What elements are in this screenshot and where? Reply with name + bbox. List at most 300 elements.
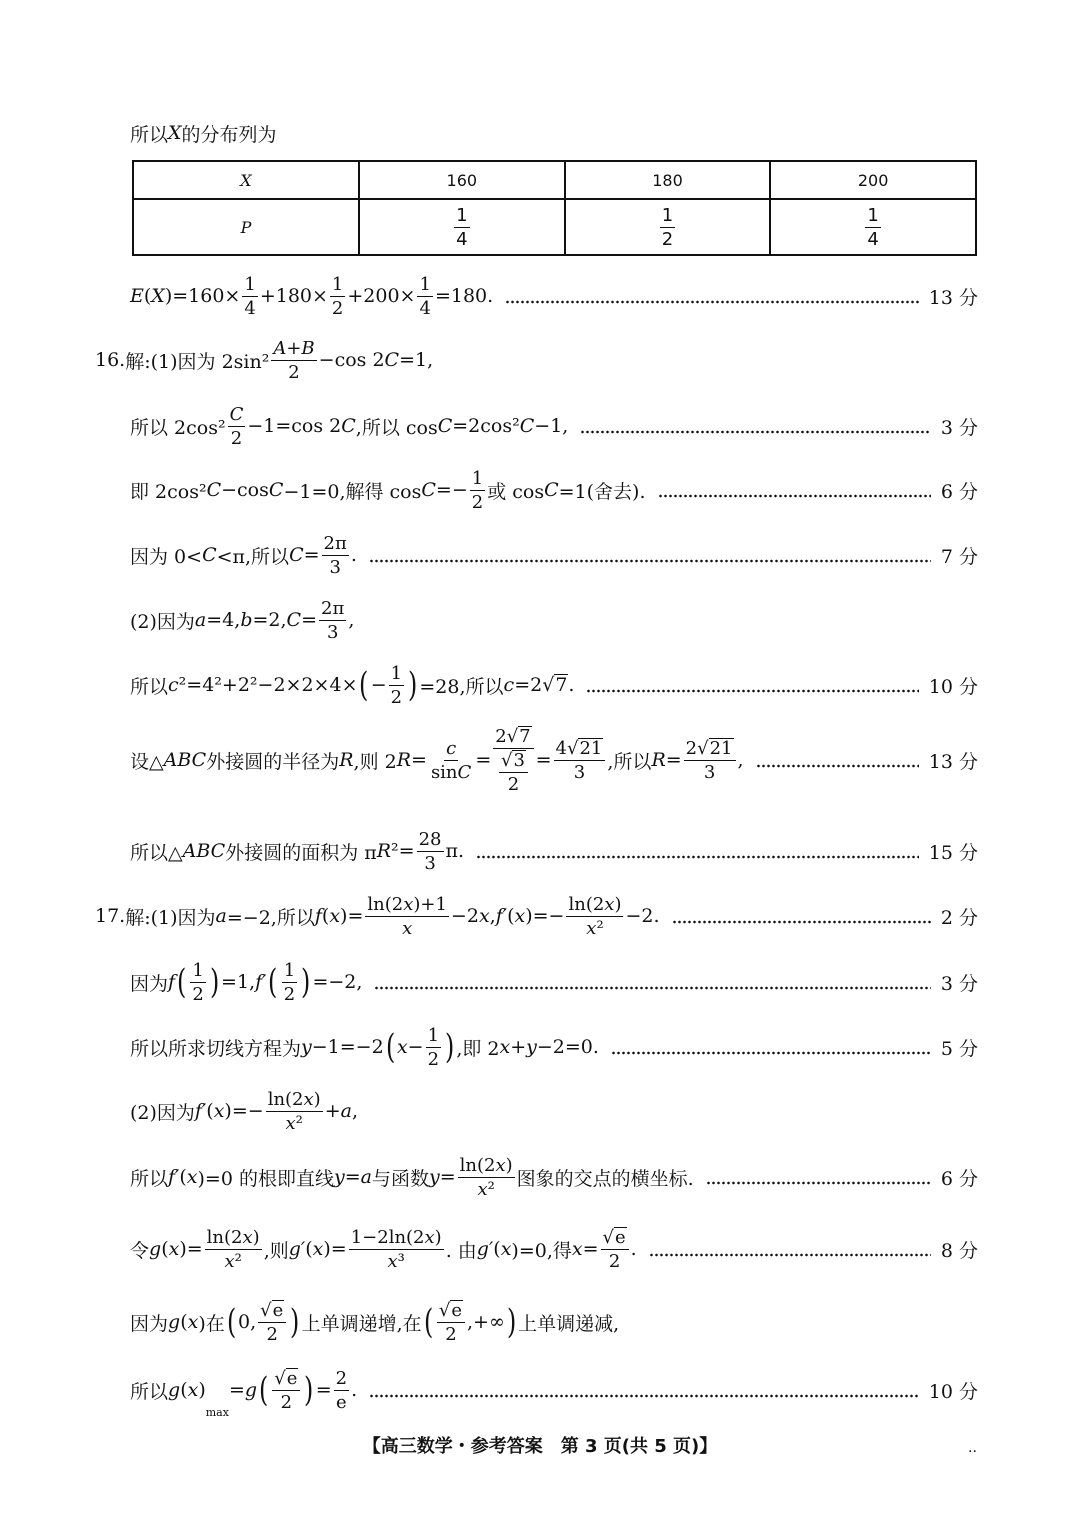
math-variable: x bbox=[303, 1088, 314, 1110]
dot-leader bbox=[580, 430, 931, 434]
fraction bbox=[554, 738, 606, 783]
math-text: =2cos² bbox=[452, 415, 520, 437]
math-text: . bbox=[350, 544, 357, 566]
line-content bbox=[130, 829, 464, 874]
math-variable: f′ bbox=[495, 905, 508, 927]
numerator bbox=[190, 960, 205, 983]
denominator bbox=[429, 761, 473, 783]
math-text: 1 bbox=[331, 273, 344, 295]
math-text: 2 bbox=[507, 773, 520, 795]
numerator bbox=[493, 726, 533, 749]
math-text: = bbox=[301, 609, 318, 631]
math-text: 1 bbox=[283, 959, 296, 981]
problem-number: 16. bbox=[95, 349, 126, 371]
denominator: 4 bbox=[867, 228, 879, 250]
square-root bbox=[274, 1368, 298, 1389]
numerator bbox=[330, 274, 345, 297]
math-text: 1 bbox=[192, 959, 204, 981]
fraction bbox=[426, 1025, 441, 1070]
math-text: ,所以 bbox=[607, 750, 652, 773]
math-variable: R bbox=[396, 749, 412, 771]
numerator: 1 bbox=[661, 204, 674, 226]
math-text: 2 bbox=[427, 1048, 440, 1070]
denominator bbox=[495, 749, 532, 795]
math-variable: x bbox=[213, 1100, 225, 1122]
math-variable: x bbox=[604, 893, 615, 915]
fraction bbox=[470, 468, 485, 513]
fraction bbox=[417, 274, 432, 319]
score-label: 6 分 bbox=[940, 480, 978, 503]
radical-sign-icon: √ bbox=[438, 1299, 451, 1321]
math-variable: x bbox=[477, 1178, 488, 1200]
line-content bbox=[130, 404, 568, 449]
numerator bbox=[349, 1227, 444, 1250]
math-text: 4 bbox=[244, 297, 256, 319]
dot-leader bbox=[476, 855, 919, 859]
math-text: = bbox=[344, 1166, 361, 1188]
math-text: ²=4²+2²−2×2×4× bbox=[178, 674, 358, 696]
numerator: 1 bbox=[867, 204, 879, 226]
square-root bbox=[542, 674, 568, 696]
denominator bbox=[282, 983, 297, 1005]
math-variable: R bbox=[376, 840, 392, 862]
problem-number: 17. bbox=[95, 905, 126, 927]
math-text: e bbox=[336, 1391, 347, 1413]
numerator bbox=[334, 1368, 349, 1391]
math-text: 2 bbox=[288, 361, 300, 383]
math-text: 4 bbox=[419, 297, 431, 319]
math-text: )=0,得 bbox=[511, 1239, 572, 1262]
math-text: )= bbox=[179, 1238, 203, 1260]
square-root bbox=[697, 738, 733, 759]
parenthesis: ( bbox=[385, 1027, 395, 1067]
math-text: ,+∞ bbox=[467, 1311, 505, 1333]
math-variable: x bbox=[495, 1154, 506, 1176]
math-text: 2π bbox=[321, 597, 345, 619]
score-label: 6 分 bbox=[940, 1167, 978, 1190]
math-text: =1(舍去). bbox=[558, 480, 646, 503]
math-text: 所以 bbox=[130, 675, 169, 698]
math-text: −1=−2 bbox=[311, 1036, 384, 1058]
math-text: =2 bbox=[514, 674, 543, 696]
denominator bbox=[470, 491, 485, 513]
math-variable: x bbox=[312, 1238, 324, 1260]
math-variable: y bbox=[301, 1036, 312, 1058]
math-text: . 由 bbox=[445, 1239, 477, 1262]
dot-leader bbox=[369, 559, 931, 563]
denominator bbox=[400, 917, 414, 939]
math-text: 所以 bbox=[130, 1167, 169, 1190]
numerator bbox=[242, 274, 257, 297]
probability-cell bbox=[359, 199, 565, 255]
radical-sign-icon: √ bbox=[500, 749, 513, 771]
parenthesis: ( bbox=[226, 1302, 237, 1342]
parenthesis: ) bbox=[445, 1027, 455, 1067]
math-text: = bbox=[411, 749, 427, 771]
math-text: ) bbox=[614, 893, 622, 915]
math-text: −1=cos 2 bbox=[247, 415, 342, 437]
math-variable: g bbox=[244, 1379, 258, 1401]
math-variable: g bbox=[168, 1311, 181, 1333]
math-variable: a bbox=[194, 609, 207, 631]
math-text: )=160× bbox=[164, 285, 241, 307]
radicand: e bbox=[615, 1226, 626, 1248]
math-text: ln(2 bbox=[459, 1154, 496, 1176]
dot-leader bbox=[672, 920, 931, 924]
math-variable: g′ bbox=[288, 1238, 306, 1260]
math-variable: x bbox=[514, 905, 526, 927]
fraction bbox=[437, 1300, 465, 1345]
square-root bbox=[507, 726, 532, 747]
parenthesis: ( bbox=[259, 1370, 269, 1410]
math-text: 所以 bbox=[130, 123, 169, 146]
corner-mark: .. bbox=[968, 1440, 977, 1456]
numerator bbox=[566, 894, 623, 917]
math-variable: x bbox=[187, 1379, 199, 1401]
math-text: ( bbox=[206, 1100, 214, 1122]
radical-sign-icon: √ bbox=[697, 737, 709, 759]
math-variable: a bbox=[340, 1100, 352, 1122]
math-text: 设△ bbox=[130, 750, 164, 773]
fraction bbox=[334, 1368, 349, 1413]
denominator bbox=[426, 1048, 441, 1070]
math-text: ) bbox=[505, 1154, 513, 1176]
math-text: 1−2ln(2 bbox=[350, 1226, 425, 1248]
score-label: 5 分 bbox=[940, 1037, 978, 1060]
math-text: 2 bbox=[335, 1367, 348, 1389]
math-text: 1 bbox=[471, 467, 484, 489]
numerator bbox=[258, 1300, 286, 1323]
math-text: ( bbox=[493, 1238, 501, 1260]
math-text: 所以所求切线方程为 bbox=[130, 1037, 302, 1060]
square-root bbox=[260, 1300, 284, 1321]
math-variable: C bbox=[384, 349, 400, 371]
math-variable: y bbox=[333, 1166, 345, 1188]
numerator bbox=[458, 1155, 515, 1178]
math-text: , bbox=[348, 609, 355, 631]
math-text: =4, bbox=[206, 609, 241, 631]
score-label: 2 分 bbox=[940, 906, 978, 929]
dot-leader bbox=[706, 1181, 931, 1185]
math-variable: y bbox=[526, 1036, 537, 1058]
math-variable: x bbox=[478, 905, 490, 927]
square-root bbox=[501, 750, 526, 771]
dot-leader bbox=[658, 494, 931, 498]
math-text: = bbox=[475, 749, 492, 771]
fraction bbox=[417, 829, 444, 874]
math-text: sin bbox=[430, 761, 458, 783]
math-variable: g bbox=[168, 1379, 181, 1401]
denominator bbox=[190, 983, 205, 1005]
radicand: e bbox=[272, 1299, 284, 1321]
math-variable: x bbox=[285, 1112, 296, 1134]
math-text: = bbox=[303, 544, 320, 566]
radical-sign-icon: √ bbox=[567, 737, 579, 759]
radical-sign-icon: √ bbox=[274, 1367, 286, 1389]
math-variable: c bbox=[168, 674, 179, 696]
math-variable: X bbox=[151, 285, 165, 307]
math-variable: C bbox=[457, 761, 472, 783]
math-text: 上单调递增,在 bbox=[301, 1312, 422, 1335]
denominator bbox=[325, 621, 340, 643]
math-text: 2 bbox=[445, 1323, 457, 1345]
math-variable: C bbox=[544, 479, 559, 501]
math-text: −2. bbox=[625, 905, 660, 927]
radical-sign-icon: √ bbox=[542, 674, 555, 696]
math-text: ( bbox=[305, 1238, 313, 1260]
math-variable: x bbox=[168, 1238, 180, 1260]
math-text: =1, bbox=[221, 971, 256, 993]
denominator bbox=[417, 297, 432, 319]
line-content bbox=[130, 598, 354, 643]
math-variable: g′ bbox=[476, 1238, 494, 1260]
denominator: 4 bbox=[456, 228, 468, 250]
score-label: 7 分 bbox=[940, 545, 978, 568]
line-content bbox=[130, 1155, 694, 1200]
numerator bbox=[426, 1025, 441, 1048]
radicand: e bbox=[286, 1367, 298, 1389]
math-variable: a bbox=[215, 905, 227, 927]
fraction bbox=[601, 1227, 629, 1272]
math-text: 所以 2cos² bbox=[130, 416, 226, 439]
probability-cell bbox=[770, 199, 976, 255]
denominator bbox=[242, 297, 257, 319]
math-text: 所以 bbox=[130, 1380, 169, 1403]
math-variable: x bbox=[387, 1250, 398, 1272]
fraction bbox=[228, 404, 246, 449]
math-text: =28,所以 bbox=[419, 675, 504, 698]
math-text: − bbox=[370, 674, 387, 696]
dot-leader bbox=[649, 1253, 931, 1257]
math-text: + bbox=[510, 1036, 527, 1058]
math-text: = bbox=[582, 1238, 599, 1260]
math-variable: x bbox=[396, 1036, 408, 1058]
page-footer: 【高三数学・参考答案 第 3 页(共 5 页)】 bbox=[362, 1436, 718, 1457]
row-label-p: P bbox=[133, 199, 359, 255]
math-text: )= bbox=[340, 905, 364, 927]
math-variable: C bbox=[286, 609, 302, 631]
math-variable: R bbox=[651, 749, 666, 771]
numerator bbox=[205, 1227, 262, 1250]
math-variable: E bbox=[130, 285, 144, 307]
denominator bbox=[506, 773, 521, 795]
radicand: 21 bbox=[709, 737, 733, 759]
math-text: 解:(1)因为 2sin² bbox=[125, 350, 270, 373]
math-text: ) bbox=[434, 1226, 442, 1248]
math-text: 因为 0< bbox=[130, 545, 203, 568]
fraction bbox=[322, 533, 349, 578]
line-content bbox=[130, 468, 646, 513]
numerator bbox=[322, 533, 349, 556]
math-text: 1 bbox=[390, 662, 403, 684]
math-text: =180. bbox=[434, 285, 494, 307]
fraction bbox=[319, 598, 346, 643]
line-content bbox=[130, 1367, 358, 1419]
math-text: −2=0. bbox=[536, 1036, 599, 1058]
math-text: − bbox=[407, 1036, 424, 1058]
denominator bbox=[386, 1250, 407, 1272]
math-text: 2 bbox=[390, 686, 403, 708]
radicand: 3 bbox=[513, 749, 525, 771]
fraction bbox=[493, 726, 533, 795]
math-text: 或 cos bbox=[487, 480, 545, 503]
denominator bbox=[443, 1323, 458, 1345]
math-text: ln(2 bbox=[568, 893, 605, 915]
fraction bbox=[499, 750, 528, 795]
math-text: 3 bbox=[703, 761, 716, 783]
math-text: 4 bbox=[555, 737, 567, 759]
score-label: 3 分 bbox=[940, 972, 978, 995]
math-text: ln(2 bbox=[206, 1226, 243, 1248]
numerator bbox=[272, 1368, 300, 1391]
math-text: ( bbox=[180, 1311, 188, 1333]
fraction bbox=[190, 960, 205, 1005]
math-text: ² bbox=[295, 1112, 303, 1134]
radical-sign-icon: √ bbox=[602, 1226, 615, 1248]
distribution-table bbox=[132, 160, 977, 256]
math-text: )=− bbox=[224, 1100, 264, 1122]
math-text: ln(2 bbox=[367, 893, 404, 915]
radicand: 7 bbox=[555, 674, 568, 697]
math-variable: f bbox=[168, 971, 176, 993]
math-text: 2 bbox=[685, 737, 698, 759]
score-label: 13 分 bbox=[928, 286, 978, 309]
math-text: ² bbox=[596, 917, 604, 939]
math-text: . bbox=[568, 674, 575, 696]
math-text: ) bbox=[252, 1226, 260, 1248]
header-value: 200 bbox=[770, 161, 976, 199]
math-text: ² bbox=[487, 1178, 495, 1200]
denominator bbox=[422, 852, 437, 874]
radicand: 7 bbox=[519, 725, 531, 747]
line-content bbox=[130, 726, 744, 795]
math-variable: f′ bbox=[168, 1166, 180, 1188]
denominator bbox=[284, 1112, 305, 1134]
math-variable: A+B bbox=[273, 337, 315, 359]
math-variable: f bbox=[314, 905, 322, 927]
math-text: −cos 2 bbox=[318, 349, 385, 371]
math-text: ( bbox=[161, 1238, 169, 1260]
numerator bbox=[417, 829, 444, 852]
math-text: 2 bbox=[192, 983, 204, 1005]
math-text: 1 bbox=[244, 273, 256, 295]
math-text: ( bbox=[143, 285, 152, 307]
numerator: 1 bbox=[456, 204, 468, 226]
math-text: 0, bbox=[238, 1311, 257, 1333]
fraction bbox=[684, 738, 736, 783]
math-text: 2 bbox=[230, 427, 243, 449]
fraction bbox=[566, 894, 623, 939]
subscript: max bbox=[205, 1405, 229, 1419]
math-text: = bbox=[665, 749, 682, 771]
math-text: 1 bbox=[427, 1024, 440, 1046]
header-value: 160 bbox=[359, 161, 565, 199]
fraction bbox=[282, 960, 297, 1005]
fraction bbox=[242, 274, 257, 319]
math-text: 3 bbox=[326, 621, 339, 643]
math-variable: ABC bbox=[163, 749, 207, 771]
math-text: =− bbox=[435, 479, 468, 501]
denominator bbox=[702, 761, 717, 783]
parenthesis: ) bbox=[506, 1302, 517, 1342]
math-text: −1, bbox=[534, 415, 569, 437]
score-label: 10 分 bbox=[928, 1380, 978, 1403]
math-variable: C bbox=[421, 479, 436, 501]
radicand: 21 bbox=[579, 737, 603, 759]
math-text: ,则 2 bbox=[353, 750, 397, 773]
math-text: +180× bbox=[259, 285, 328, 307]
line-content bbox=[130, 533, 357, 578]
math-text: . bbox=[351, 1379, 358, 1401]
line-content bbox=[95, 894, 660, 939]
header-value: 180 bbox=[565, 161, 771, 199]
numerator bbox=[319, 598, 346, 621]
numerator bbox=[365, 894, 449, 917]
denominator bbox=[584, 917, 605, 939]
math-text: 28 bbox=[418, 828, 442, 850]
math-text: )= bbox=[323, 1238, 347, 1260]
math-variable: c bbox=[503, 674, 515, 696]
score-label: 15 分 bbox=[928, 841, 978, 864]
math-text: ) bbox=[313, 1088, 321, 1110]
fraction bbox=[272, 1368, 300, 1413]
parenthesis: ( bbox=[268, 962, 278, 1002]
math-text: ( bbox=[179, 1166, 187, 1188]
math-variable: a bbox=[360, 1166, 372, 1188]
math-text: 上单调递减, bbox=[518, 1312, 620, 1335]
math-text: = bbox=[228, 1379, 245, 1401]
math-text: = bbox=[315, 1379, 332, 1401]
dot-leader bbox=[611, 1051, 931, 1055]
denominator bbox=[265, 1323, 280, 1345]
math-variable: x bbox=[403, 893, 414, 915]
math-text: 外接圆的半径为 bbox=[206, 750, 340, 773]
math-text: 2 bbox=[331, 297, 344, 319]
denominator bbox=[334, 1391, 349, 1413]
math-variable: C bbox=[229, 403, 244, 425]
math-text: ,则 bbox=[263, 1239, 289, 1262]
math-text: 令 bbox=[130, 1239, 150, 1262]
math-text: 1 bbox=[419, 273, 431, 295]
math-text: π. bbox=[445, 840, 465, 862]
denominator bbox=[475, 1178, 496, 1200]
radicand: e bbox=[451, 1299, 463, 1321]
numerator bbox=[601, 1227, 629, 1250]
math-text: , bbox=[351, 1100, 358, 1122]
square-root bbox=[567, 738, 603, 759]
numerator bbox=[389, 663, 404, 686]
numerator bbox=[444, 738, 458, 761]
math-variable: x bbox=[187, 1311, 199, 1333]
math-text: )=0 的根即直线 bbox=[197, 1167, 334, 1190]
math-text: = bbox=[535, 749, 552, 771]
math-text: 2 bbox=[280, 1391, 293, 1413]
math-text: 即 2cos² bbox=[130, 480, 207, 503]
denominator bbox=[286, 361, 301, 383]
math-variable: x bbox=[242, 1226, 253, 1248]
parenthesis: ) bbox=[301, 962, 311, 1002]
math-text: 2 bbox=[283, 983, 296, 1005]
math-text: 3 bbox=[573, 761, 586, 783]
dot-leader bbox=[756, 764, 919, 768]
fraction bbox=[389, 663, 404, 708]
math-variable: g bbox=[149, 1238, 162, 1260]
math-text: 2π bbox=[323, 532, 347, 554]
math-variable: C bbox=[202, 544, 217, 566]
math-variable: x bbox=[402, 917, 413, 939]
math-text: ,即 2 bbox=[456, 1037, 500, 1060]
numerator bbox=[437, 1300, 465, 1323]
